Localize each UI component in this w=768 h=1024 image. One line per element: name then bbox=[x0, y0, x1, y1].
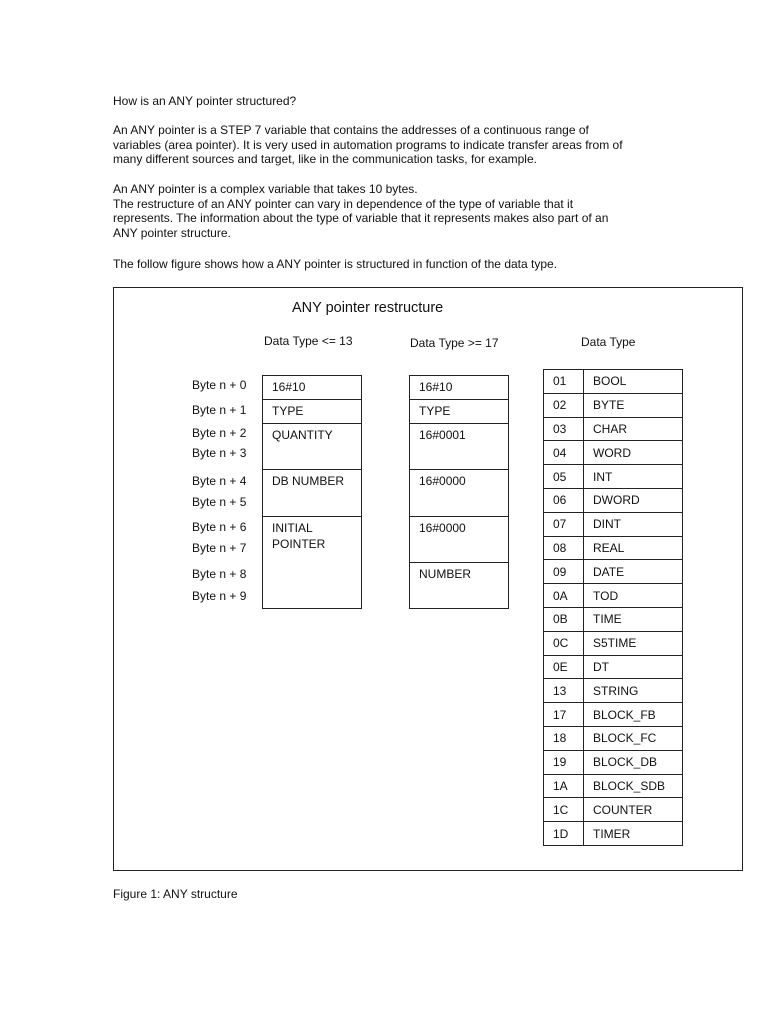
col2-cell bbox=[410, 563, 508, 610]
data-type-name: WORD bbox=[584, 441, 683, 465]
data-type-row bbox=[544, 679, 683, 703]
data-type-name: BYTE bbox=[584, 393, 683, 417]
data-type-code: 0A bbox=[544, 584, 584, 608]
data-type-name: TIME bbox=[584, 607, 683, 631]
data-type-code: 05 bbox=[544, 465, 584, 489]
byte-label: Byte n + 5 bbox=[192, 495, 247, 509]
data-type-row bbox=[544, 560, 683, 584]
data-type-code: 08 bbox=[544, 536, 584, 560]
byte-label: Byte n + 6 bbox=[192, 520, 247, 534]
text-line: variables (area pointer). It is very used in automation programs to indicate transfer areas from of bbox=[113, 137, 623, 152]
data-type-code: 01 bbox=[544, 370, 584, 394]
byte-label: Byte n + 9 bbox=[192, 589, 247, 603]
col1-cell bbox=[263, 470, 361, 517]
data-type-name: DINT bbox=[584, 512, 683, 536]
figure-caption: Figure 1: ANY structure bbox=[113, 887, 238, 901]
text-line: many different sources and target, like in the communication tasks, for example. bbox=[113, 152, 537, 166]
data-type-row bbox=[544, 607, 683, 631]
byte-label: Byte n + 8 bbox=[192, 567, 247, 581]
data-type-row bbox=[544, 631, 683, 655]
cell-text: DB NUMBER bbox=[272, 474, 345, 488]
data-type-code: 07 bbox=[544, 512, 584, 536]
data-type-row bbox=[544, 441, 683, 465]
data-type-code: 03 bbox=[544, 417, 584, 441]
byte-label: Byte n + 3 bbox=[192, 446, 247, 460]
data-type-name: BLOCK_FB bbox=[584, 703, 683, 727]
data-type-code: 0B bbox=[544, 607, 584, 631]
figure-frame bbox=[113, 287, 743, 871]
data-type-name: BLOCK_FC bbox=[584, 726, 683, 750]
data-type-name: DATE bbox=[584, 560, 683, 584]
data-type-row bbox=[544, 393, 683, 417]
data-type-row bbox=[544, 655, 683, 679]
data-type-code: 06 bbox=[544, 488, 584, 512]
byte-label: Byte n + 2 bbox=[192, 426, 247, 440]
data-type-row bbox=[544, 726, 683, 750]
data-type-row bbox=[544, 774, 683, 798]
data-type-name: TOD bbox=[584, 584, 683, 608]
cell-text: TYPE bbox=[272, 404, 304, 418]
cell-text: 16#10 bbox=[419, 380, 453, 394]
cell-text: 16#0001 bbox=[419, 428, 466, 442]
data-type-row bbox=[544, 417, 683, 441]
data-type-row bbox=[544, 584, 683, 608]
data-type-code: 1D bbox=[544, 822, 584, 846]
data-type-row bbox=[544, 822, 683, 846]
data-type-row bbox=[544, 488, 683, 512]
data-type-code: 0C bbox=[544, 631, 584, 655]
col2-cell bbox=[410, 517, 508, 563]
col1-cell bbox=[263, 424, 361, 470]
col3-header: Data Type bbox=[581, 335, 636, 349]
data-type-name: DWORD bbox=[584, 488, 683, 512]
data-type-code: 19 bbox=[544, 750, 584, 774]
col1-cell bbox=[263, 376, 361, 400]
data-type-row bbox=[544, 536, 683, 560]
text-line: ANY pointer structure. bbox=[113, 225, 231, 240]
data-type-name: COUNTER bbox=[584, 798, 683, 822]
cell-text: NUMBER bbox=[419, 567, 472, 581]
intro-question: How is an ANY pointer structured? bbox=[113, 94, 297, 108]
data-type-code: 18 bbox=[544, 726, 584, 750]
data-type-code: 0E bbox=[544, 655, 584, 679]
intro-paragraph-2 bbox=[113, 182, 673, 240]
col1-cell bbox=[263, 400, 361, 424]
col2-cell bbox=[410, 400, 508, 424]
cell-text: INITIAL POINTER bbox=[272, 521, 326, 551]
col2-header: Data Type >= 17 bbox=[410, 336, 499, 350]
intro-paragraph-1 bbox=[113, 123, 673, 167]
cell-text: 16#10 bbox=[272, 380, 306, 394]
cell-text: 16#0000 bbox=[419, 474, 466, 488]
data-type-name: STRING bbox=[584, 679, 683, 703]
byte-label: Byte n + 7 bbox=[192, 541, 247, 555]
data-type-row bbox=[544, 370, 683, 394]
data-type-name: S5TIME bbox=[584, 631, 683, 655]
data-type-row bbox=[544, 465, 683, 489]
data-type-code: 02 bbox=[544, 393, 584, 417]
col2-cell bbox=[410, 470, 508, 517]
data-type-table bbox=[543, 369, 683, 846]
cell-text: QUANTITY bbox=[272, 428, 333, 442]
byte-label: Byte n + 4 bbox=[192, 474, 247, 488]
data-type-name: INT bbox=[584, 465, 683, 489]
col1-structure bbox=[262, 375, 362, 609]
byte-label: Byte n + 0 bbox=[192, 378, 247, 392]
data-type-name: BOOL bbox=[584, 370, 683, 394]
text-line: An ANY pointer is a STEP 7 variable that contains the addresses of a continuous range of bbox=[113, 123, 589, 137]
data-type-name: TIMER bbox=[584, 822, 683, 846]
data-type-code: 1C bbox=[544, 798, 584, 822]
col1-header: Data Type <= 13 bbox=[264, 334, 353, 348]
byte-label: Byte n + 1 bbox=[192, 403, 247, 417]
cell-text: TYPE bbox=[419, 404, 451, 418]
data-type-row bbox=[544, 703, 683, 727]
text-line: An ANY pointer is a complex variable that takes 10 bytes. bbox=[113, 182, 418, 196]
cell-text: 16#0000 bbox=[419, 521, 466, 535]
data-type-name: BLOCK_DB bbox=[584, 750, 683, 774]
text-line: The restructure of an ANY pointer can vary in dependence of the type of variable that it bbox=[113, 196, 574, 211]
data-type-name: CHAR bbox=[584, 417, 683, 441]
data-type-code: 13 bbox=[544, 679, 584, 703]
data-type-code: 09 bbox=[544, 560, 584, 584]
data-type-code: 17 bbox=[544, 703, 584, 727]
intro-paragraph-3: The follow figure shows how a ANY pointer is structured in function of the data type. bbox=[113, 257, 558, 271]
text-line: represents. The information about the type of variable that it represents makes also part of an bbox=[113, 211, 609, 225]
data-type-name: BLOCK_SDB bbox=[584, 774, 683, 798]
figure-title: ANY pointer restructure bbox=[292, 300, 444, 316]
data-type-name: DT bbox=[584, 655, 683, 679]
col2-cell bbox=[410, 424, 508, 470]
data-type-code: 04 bbox=[544, 441, 584, 465]
data-type-row bbox=[544, 750, 683, 774]
data-type-row bbox=[544, 798, 683, 822]
data-type-code: 1A bbox=[544, 774, 584, 798]
data-type-row bbox=[544, 512, 683, 536]
col2-cell bbox=[410, 376, 508, 400]
col1-cell bbox=[263, 517, 361, 610]
data-type-name: REAL bbox=[584, 536, 683, 560]
col2-structure bbox=[409, 375, 509, 609]
